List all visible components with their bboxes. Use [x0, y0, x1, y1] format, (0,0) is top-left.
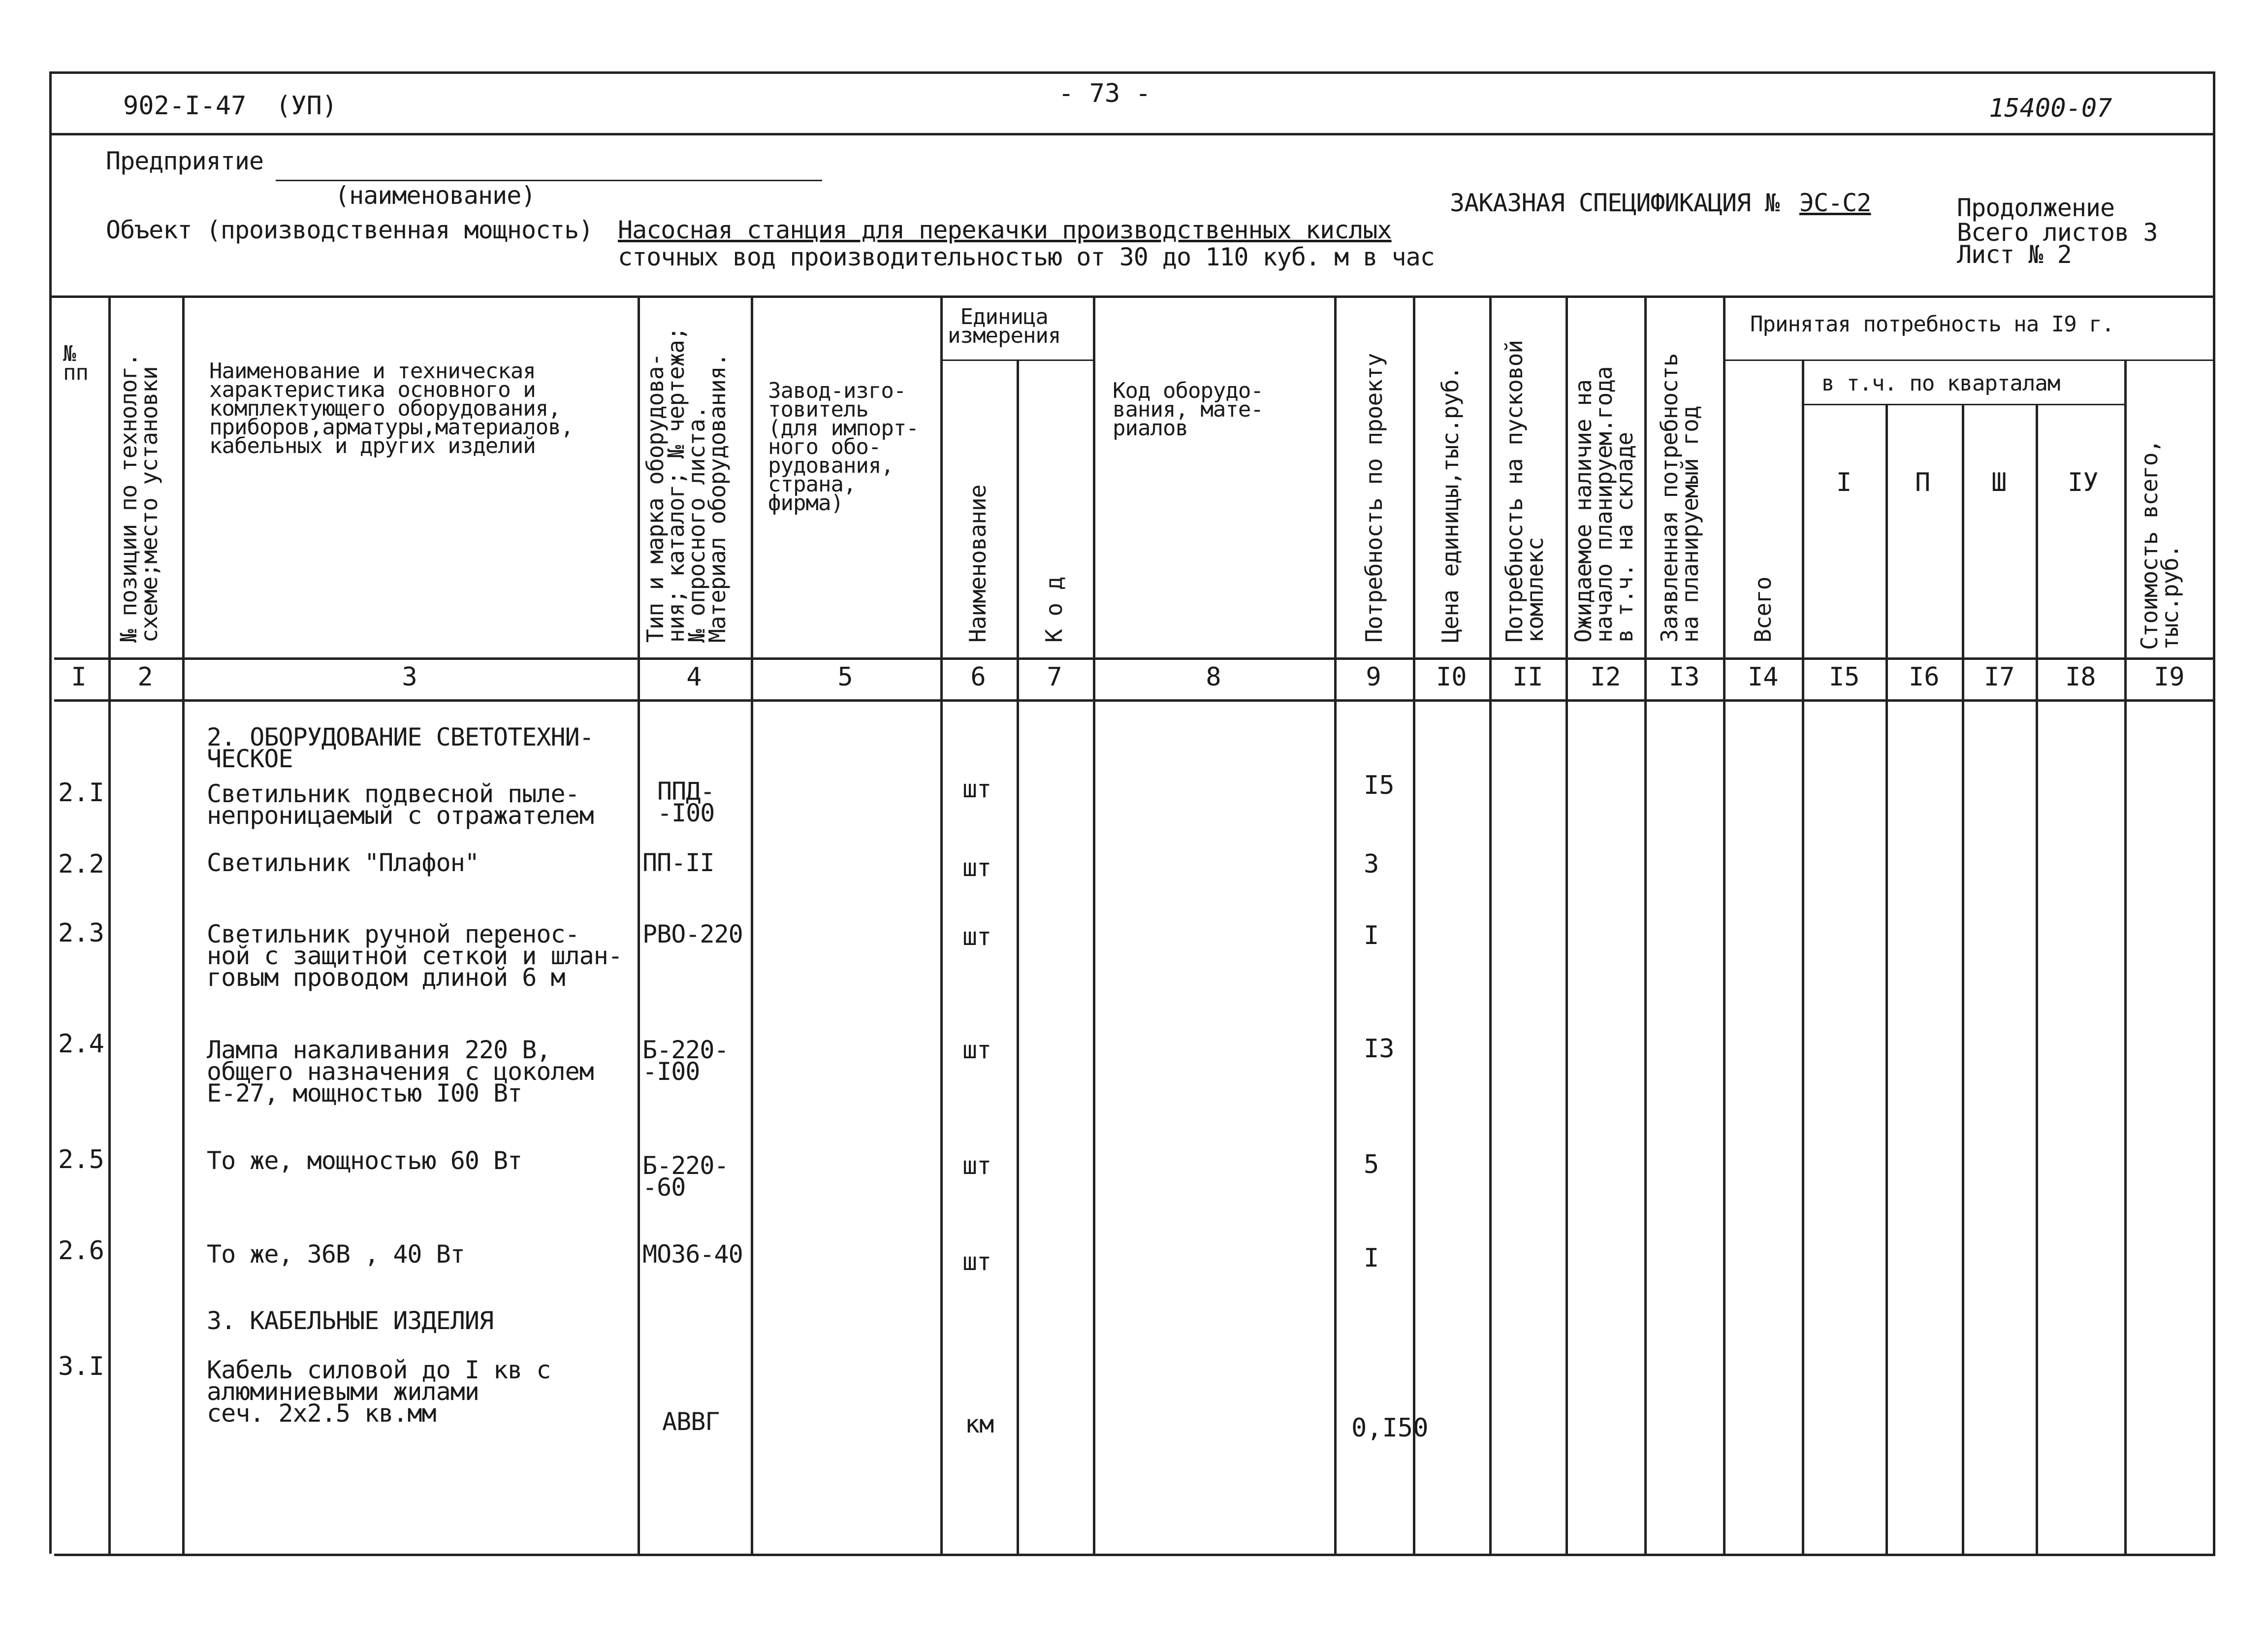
- col-line-2: [182, 295, 185, 1554]
- column-number: I4: [1748, 662, 1779, 692]
- total-sheets: Всего листов 3: [1957, 218, 2158, 247]
- row-pp: 3.I: [58, 1352, 104, 1381]
- row-type: ПП-II: [642, 848, 714, 877]
- row-unit: шт: [962, 1036, 991, 1064]
- row-pp: 2.2: [58, 849, 104, 879]
- col-line-16: [1962, 404, 1964, 1554]
- col-header-14: Всего: [1750, 577, 1776, 643]
- col-line-10: [1489, 295, 1492, 1554]
- continuation: Продолжение: [1957, 194, 2115, 222]
- col-header-5: Завод-изго- товитель (для импорт- ного обо- рудования, страна, фирма): [768, 378, 919, 516]
- row-pp: 2.I: [58, 778, 104, 808]
- row-type: РВО-220: [642, 920, 743, 948]
- column-number: 6: [970, 662, 986, 692]
- column-number: 3: [402, 662, 417, 692]
- quarter-4: IУ: [2068, 468, 2099, 497]
- row-type: АВВГ: [662, 1407, 720, 1436]
- row-unit: км: [965, 1410, 994, 1438]
- sheet-index: Лист № 2: [1957, 240, 2072, 269]
- name-hint: (наименование): [335, 181, 536, 210]
- row-qty: 0,I50: [1351, 1413, 1429, 1443]
- col-line-4: [751, 295, 753, 1554]
- col-header-6: Наименование: [964, 485, 991, 643]
- column-number: I9: [2154, 662, 2185, 692]
- row-unit: шт: [962, 922, 991, 951]
- column-number: 8: [1206, 662, 1221, 692]
- column-number: I5: [1829, 662, 1860, 692]
- row-pp: 2.4: [58, 1029, 104, 1059]
- row-unit: шт: [962, 775, 991, 803]
- col-header-3: Наименование и техническая характеристика основного и комплектующего оборудования, приборов,арматуры,материалов, кабельных и других изделий: [209, 358, 574, 458]
- col-header-12: Ожидаемое наличие на начало планируем.года в т.ч. на складе: [1570, 366, 1638, 643]
- col-header-10: Цена единицы,тыс.руб.: [1437, 366, 1464, 643]
- section-title-lighting: 2. ОБОРУДОВАНИЕ СВЕТОТЕХНИ- ЧЕСКОЕ: [207, 723, 594, 773]
- col-header-13: Заявленная потребность на планируемый год: [1656, 353, 1703, 643]
- quarter-2: П: [1915, 468, 1931, 497]
- col-header-1: № пп: [63, 341, 88, 385]
- col-header-7: К о д: [1041, 577, 1067, 643]
- row-qty: I: [1364, 1243, 1379, 1273]
- col-line-3: [638, 295, 640, 1554]
- column-number: I8: [2065, 662, 2096, 692]
- row-qty: I5: [1364, 771, 1395, 800]
- row-unit: шт: [962, 1247, 991, 1276]
- col-line-9: [1413, 295, 1415, 1554]
- row-type: МО36-40: [642, 1240, 743, 1269]
- unit-group-header: Единица измерения: [948, 304, 1061, 348]
- col-line-1: [108, 295, 111, 1554]
- col-line-15: [1885, 404, 1888, 1554]
- col-line-13: [1723, 295, 1725, 1554]
- column-number: 2: [137, 662, 153, 692]
- col-header-8: Код оборудо- вания, мате- риалов: [1113, 378, 1263, 441]
- row-name: Светильник ручной перенос- ной с защитной сеткой и шлан- говым проводом длиной 6 м: [207, 920, 622, 992]
- doc-mark: (УП): [276, 91, 338, 121]
- row-qty: I: [1364, 921, 1379, 950]
- row-pp: 2.3: [58, 918, 104, 948]
- row-name: Кабель силовой до I кв с алюминиевыми жилами сеч. 2х2.5 кв.мм: [207, 1356, 551, 1428]
- column-number: I0: [1436, 662, 1467, 692]
- row-name: То же, 36В , 40 Вт: [207, 1240, 465, 1269]
- col-header-19: Стоимость всего, тыс.руб.: [2136, 439, 2183, 650]
- quarters-group-line: [1802, 404, 2124, 405]
- col-line-18: [2124, 359, 2127, 1554]
- column-number: 9: [1366, 662, 1381, 692]
- column-number: I2: [1590, 662, 1621, 692]
- spec-number: ЭС-С2: [1799, 189, 1871, 217]
- column-number: I7: [1984, 662, 2015, 692]
- col-line-8: [1334, 295, 1337, 1554]
- object-value-line1: Насосная станция для перекачки производственных кислых: [618, 216, 1392, 244]
- row-qty: I3: [1364, 1034, 1395, 1064]
- quarters-group-header: в т.ч. по кварталам: [1821, 371, 2060, 396]
- row-pp: 2.5: [58, 1145, 104, 1174]
- column-number: I: [71, 662, 87, 692]
- section-title-cables: 3. КАБЕЛЬНЫЕ ИЗДЕЛИЯ: [207, 1306, 494, 1335]
- col-header-2: № позиции по технолог. схеме;место установки: [115, 353, 162, 643]
- column-number: I3: [1669, 662, 1700, 692]
- row-type: Б-220- -60: [642, 1151, 729, 1202]
- column-number: 4: [686, 662, 702, 692]
- frame-left: [49, 71, 52, 1554]
- accepted-group-line: [1723, 359, 2213, 361]
- col-line-12: [1644, 295, 1647, 1554]
- col-line-6: [1017, 359, 1019, 1554]
- column-number: 7: [1047, 662, 1062, 692]
- row-name: То же, мощностью 60 Вт: [207, 1146, 522, 1175]
- column-number: II: [1512, 662, 1543, 692]
- col-header-11: Потребность на пусковой комплекс: [1501, 340, 1548, 643]
- enterprise-label: Предприятие: [106, 147, 264, 175]
- spec-label: ЗАКАЗНАЯ СПЕЦИФИКАЦИЯ №: [1450, 189, 1780, 217]
- col-line-14: [1802, 359, 1804, 1554]
- col-line-11: [1565, 295, 1568, 1554]
- row-name: Лампа накаливания 220 В, общего назначения с цоколем Е-27, мощностью I00 Вт: [207, 1036, 594, 1108]
- object-label: Объект (производственная мощность): [106, 216, 593, 244]
- frame-right: [2213, 71, 2215, 1554]
- row-qty: 5: [1364, 1150, 1379, 1179]
- frame-line-3: [49, 295, 2215, 298]
- row-type: ППД- -I00: [657, 777, 715, 827]
- column-number: 5: [837, 662, 853, 692]
- column-number: I6: [1909, 662, 1940, 692]
- quarter-3: Ш: [1991, 468, 2007, 497]
- row-type: Б-220- -I00: [642, 1036, 729, 1086]
- col-line-5: [940, 295, 943, 1554]
- row-qty: 3: [1364, 849, 1379, 879]
- row-name: Светильник "Плафон": [207, 848, 479, 877]
- row-unit: шт: [962, 1151, 991, 1180]
- row-name: Светильник подвесной пыле- непроницаемый с отражателем: [207, 780, 594, 830]
- frame-top: [49, 71, 2215, 74]
- unit-group-line: [940, 359, 1093, 361]
- page-number: - 73 -: [1058, 79, 1151, 108]
- sheet-code: 15400-07: [1989, 94, 2112, 123]
- col-header-4: Тип и марка оборудова- ния; каталог; № чертежа; № опросного листа. Материал оборудования.: [642, 327, 731, 643]
- column-number-top: [54, 657, 2215, 660]
- frame-line-2: [49, 133, 2215, 135]
- row-unit: шт: [962, 853, 991, 882]
- col-line-17: [2036, 404, 2038, 1554]
- frame-bottom: [54, 1554, 2215, 1556]
- object-value-line2: сточных вод производительностью от 30 до 110 куб. м в час: [618, 243, 1435, 271]
- quarter-1: I: [1836, 468, 1852, 497]
- col-header-9: Потребность по проекту: [1361, 353, 1387, 643]
- row-pp: 2.6: [58, 1236, 104, 1266]
- doc-code: 902-I-47: [123, 91, 247, 121]
- accepted-group-header: Принятая потребность на I9 г.: [1750, 312, 2114, 337]
- col-line-7: [1093, 295, 1095, 1554]
- column-number-bottom: [54, 699, 2215, 702]
